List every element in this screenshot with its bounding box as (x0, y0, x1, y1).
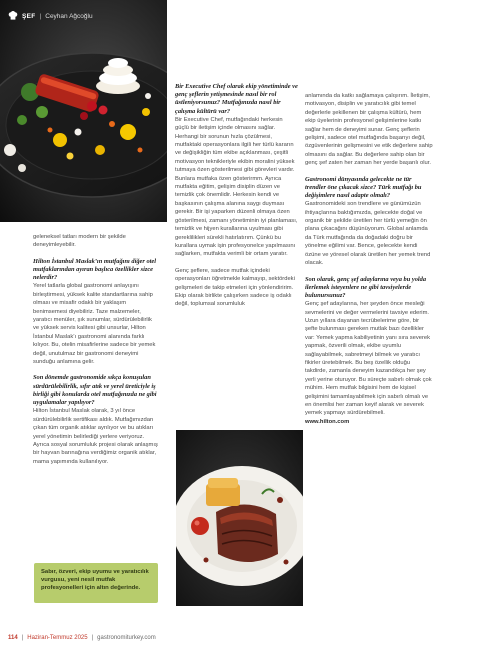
article-column-3 (305, 92, 433, 426)
pull-quote-box (34, 563, 158, 603)
interview-answer: Gastronomideki son trendlere ve günümüzün ihtiyaçlarına baktığımızda, gelecekte doğal ve organik bir şekilde üretilen her türlü yemeğin ön plana çıkacağını düşünüyorum. Global anlamda da Türk mutfağında da doğadaki doğru bir yönelme eğilimi var. Bence, gelecekte kendi özüne ve yöresel olarak üretilen her yemek trend olacak. (305, 201, 431, 267)
pull-quote-text: Sabır, özveri, ekip uyumu ve yaratıcılık vurgusu, yeni nesil mutfak profesyonelleri için altın değerinde. (41, 569, 149, 591)
interview-answer: anlamında da katkı sağlamaya çalışırım. İletişim, motivasyon, disiplin ve yaratıcılık gibi temel değerlerle şekillenen bir çalışma kültürü, hem ekip üyelerinin profesyonel gelişimlerine katkı sağlar hem de deneyimi sunar. Genç şeflerin gelişimi, sadece otel mutfağında başarıyı değil, özgüvenlerinin gelişmesini ve etik değerlere sahip olmasını da sağlar. Bu değerlere sahip olan bir genç şef zaten her zaman her yerde başarılı olur. (305, 93, 433, 167)
intro-paragraph: geleneksel tatları modern bir şekilde deneyimleyebilir. (33, 234, 126, 249)
website-link[interactable]: www.hilton.com (305, 418, 350, 425)
interview-question: Bir Executive Chef olarak ekip yönetiminde ve genç şeflerin yetişmesinde nasıl bir rol üstleniyorsunuz? Mutfağınızda nasıl bir çalışma kültürü var? (175, 83, 298, 115)
section-label: ŞEF (22, 12, 36, 20)
interview-answer: Yerel tatlarla global gastronomi anlayışını birleştirmesi, yüksek kalite standartlarına sahip olması ve misafir odaklı bir yaklaşım benimsemesi diyebiliriz. Taze malzemeler, yaratıcı menüler, şık sunumlar, sürdürülebilirlik ve yüksek servis kalitesi gibi unsurlar, Hilton İstanbul Maslak’ı gastronomi alanında farklı kılıyor. Bu, otelin misafirlerine sadece bir yemek değil, unutulmaz bir gastronomi deneyimi sunduğu anlamına gelir. (33, 283, 156, 366)
article-column-1 (33, 233, 159, 466)
interview-answer: Genç şeflere, sadece mutfak içindeki operasyonları öğretmekle kalmayıp, sektördeki gelişmeleri de takip etmeleri için yönlendiririm. Ekip olarak birlikte çalışırken sadece iş odaklı değil, toplumsal sorumluluk (175, 267, 295, 308)
interview-question: Gastronomi dünyasında gelecekte ne tür trendler öne çıkacak sizce? Türk mutfağı bu değişimlere nasıl adapte olmalı? (305, 175, 422, 200)
issue-date: Haziran-Temmuz 2025 (27, 635, 88, 641)
interview-answer: Hilton İstanbul Maslak olarak, 3 yıl önce sürdürülebilirlik sertifikası aldık. Mutfağımızdan çıkan tüm organik atıklar ayrılıyor ve bu atıkları yerel yönetimin belirlediği yerlere veriyoruz. Ayrıca sosyal sorumluluk projesi olarak anlaşmış bir hayvan barınağına verdiğimiz organik atıklar, mama yapımında kullanılıyor. (33, 408, 158, 465)
interview-question: Hilton İstanbul Maslak’ın mutfağını diğer otel mutfaklarından ayıran başlıca özellikler sizce nelerdir? (33, 257, 157, 282)
author-name: Ceyhan Ağcoğlu (45, 12, 93, 20)
interview-answer: Bir Executive Chef, mutfağındaki herkesin güçlü bir iletişim içinde olmasını sağlar. Herhangi bir sorunun hızla çözülmesi, mutfaktaki operasyonlara ilgili her türlü kararın ve değişikliğin tüm ekibe açıklanması, çeşitli motivasyon teknikleriyle ekibin moralini yüksek tutmaya özen gösterilmesi gibi görevleri vardır. Bunlara mutfaka özen gösterirmm. Ayrıca mutfakta eğitim, gelişim disiplin düzen ve temizlik çok önemlidir. Herkesin kendi ve başkasının çalışma alanına saygı duyması gerekir. Bir işi yaparken düzenli olmaya özen gösterilmesi, zamanı yönetiminin iyi planlaması, temizlik ve hijyen kurallarına uyulması gibi gereklilikleri sürekli hatırlatırım. Çünkü bu kurallara uymak işin profesyonelce yapılmasını sağlarken, mutfakta verimli bir ortam yaratır. (175, 116, 298, 258)
interview-question: Son dönemde gastronomide sıkça konuşulan sürdürülebilirlik, sıfır atık ve yerel üreticiyle iş birliği gibi konularda otel mutfağınızda ne gibi uygulamalar yapılıyor? (33, 374, 157, 407)
article-column-2 (175, 83, 298, 309)
page-footer (8, 635, 156, 641)
footer-website[interactable]: gastronomiturkey.com (97, 635, 156, 641)
header-separator: | (39, 12, 42, 20)
interview-question: Son olarak, genç şef adaylarına veya bu yolda ilerlemek isteyenlere ne gibi tavsiyelerde bulunursunuz? (305, 275, 427, 299)
footer-separator: | (21, 635, 24, 641)
steak-plate-photo (176, 430, 303, 606)
dessert-plate-photo (0, 0, 167, 222)
footer-separator: | (91, 635, 94, 641)
page-number: 114 (8, 635, 18, 641)
section-header (8, 8, 93, 24)
chef-hat-icon (8, 11, 18, 21)
interview-answer: Genç şef adaylarına, her şeyden önce mesleği sevmelerini ve değer vermelerini tavsiye ederim. Uzun yıllara dayanan tecrübelerime göre, bir şefte bulunması gereken mutlak bazı özellikler var: Yemek yapma kabiliyetinin yanı sıra severek yapmak, özverili olmak, ekibe uyumlu sağlayabilmek, sabretmeyi bilmek ve yaratıcı fikirler üretebilmek. Bu beş özellik olduğu takdirde, zamanla deneyim kazandıkça her şey yerli yerine oturuyor. Bu süreçte sabırlı olmak çok mühim. Hem mutfak bilgisini hem de kişisel gelişimini tamamlayabilmek için sabırlı olmalı ve en önemlisi her zaman keyif alarak ve severek yemek yapmayı sürdürebilmeli. (305, 301, 432, 417)
